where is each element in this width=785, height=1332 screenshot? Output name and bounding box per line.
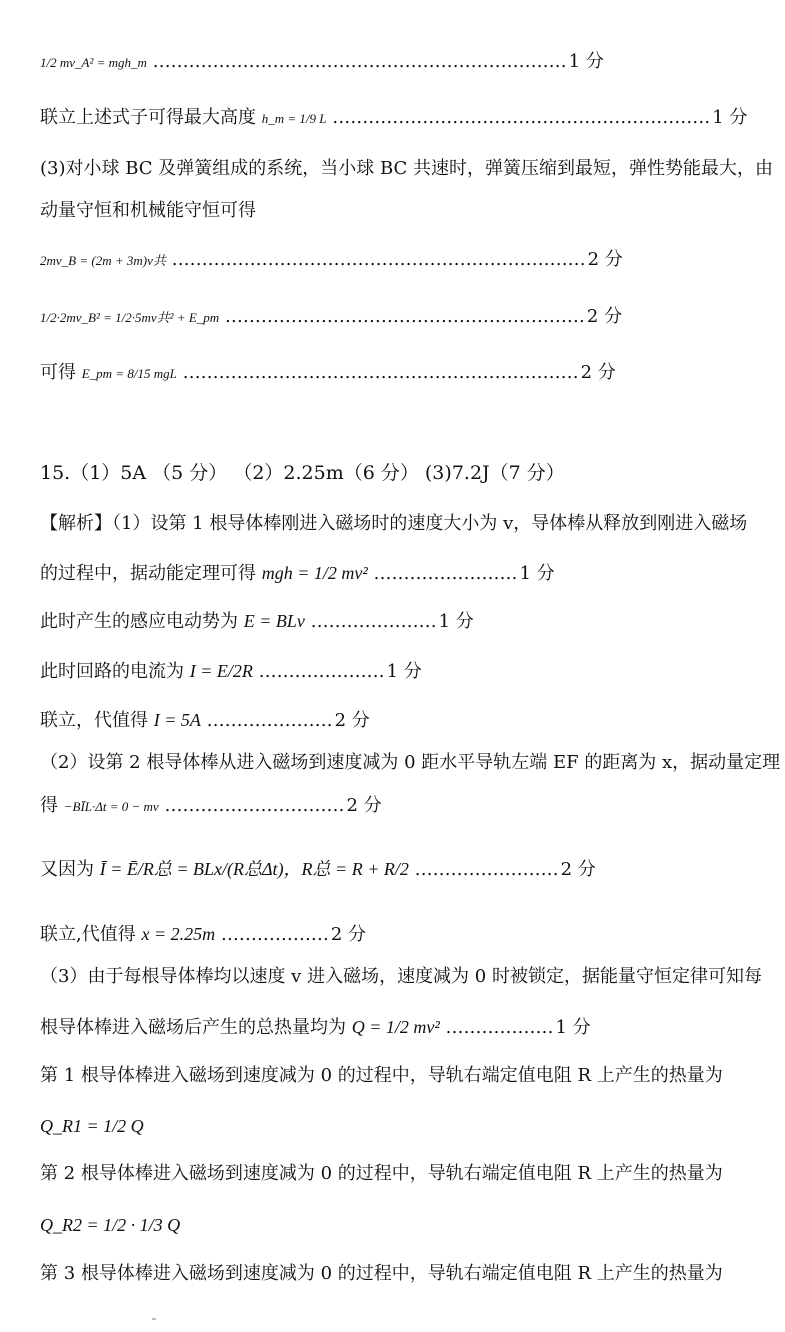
text: 动量守恒和机械能守恒可得 [40,200,256,221]
equation: Q = 1/2 mv² [351,1017,440,1037]
text: 此时产生的感应电动势为 [40,611,238,632]
equation: Ī = Ē/R总 = BLx/(R总Δt)，R总 = R + R/2 [99,859,409,879]
text-line-19 [40,1015,785,1040]
text-line-13 [40,708,785,733]
text-line-18 [40,965,785,989]
equation: Q_R1 = 1/2 Q [40,1116,144,1136]
equation: h_m = 1/9 L [261,111,327,126]
text-line-3 [40,157,785,181]
dot-leader: …………………… [373,563,518,584]
text-line-12 [40,659,785,684]
scan-speck [152,1318,156,1320]
eq-line-7 [40,361,785,386]
eq-line-21 [40,1114,785,1139]
text: （3）由于每根导体棒均以速度 v 进入磁场，速度减为 0 时被锁定，据能量守恒定律可知每 [40,966,762,987]
equation: I = E/2R [189,661,253,681]
text: 15.（1）5A （5 分） （2）2.25m（6 分） (3)7.2J（7 分） [40,462,565,484]
dot-leader: …………………………………………………………… [171,249,586,270]
score: 2 分 [587,249,623,270]
score: 1 分 [519,563,555,584]
text: 此时回路的电流为 [40,661,184,682]
text: (3)对小球 BC 及弹簧组成的系统，当小球 BC 共速时，弹簧压缩到最短，弹性势能最大，由 [40,158,774,179]
equation: Q_R2 = 1/2 · 1/3 Q [40,1215,181,1235]
analysis-intro [40,512,785,536]
text: 可得 [40,362,76,383]
text-line-10 [40,561,785,586]
text: 得 [40,795,58,816]
text: 第 2 根导体棒进入磁场到速度减为 0 的过程中，导轨右端定值电阻 R 上产生的热量为 [40,1163,723,1184]
text: 根导体棒进入磁场后产生的总热量均为 [40,1017,346,1038]
score: 2 分 [346,795,382,816]
text-line-16 [40,857,785,882]
eq-line-23 [40,1213,785,1238]
score: 2 分 [580,362,616,383]
text-line-15 [40,794,785,819]
equation: mgh = 1/2 mv² [261,563,368,583]
text-line-4 [40,199,785,223]
equation: 1/2·2mv_B² = 1/2·5mv共² + E_pm [40,310,220,325]
equation: E = BLv [243,611,305,631]
score: 2 分 [560,859,596,880]
eq-line-5 [40,248,785,273]
score: 1 分 [555,1017,591,1038]
equation: 2mv_B = (2m + 3m)v共 [40,253,166,268]
score: 1 分 [386,661,422,682]
text: 联立，代值得 [40,710,148,731]
equation: x = 2.25m [141,924,216,944]
text-line-17 [40,922,785,947]
text-line-14 [40,751,785,775]
score: 1 分 [712,107,748,128]
dot-leader: ………………………… [164,795,345,816]
text: （2）设第 2 根导体棒从进入磁场到速度减为 0 距水平导轨左端 EF 的距离为 x，据动量定理 [40,752,781,773]
equation: −BĪL·Δt = 0 − mv [63,799,159,814]
equation: 1/2 mv_A² = mgh_m [40,55,147,70]
text-line-22 [40,1162,785,1186]
text-line-20 [40,1064,785,1088]
dot-leader: …………………… [414,859,559,880]
dot-leader: ………………… [258,661,385,682]
eq-line-1 [40,50,785,75]
dot-leader: ……………………………………………………… [332,107,711,128]
score: 2 分 [330,924,367,945]
text: 第 1 根导体棒进入磁场到速度减为 0 的过程中，导轨右端定值电阻 R 上产生的热量为 [40,1065,723,1086]
score: 1 分 [438,611,474,632]
text: 【解析】（1）设第 1 根导体棒刚进入磁场时的速度大小为 v，导体棒从释放到刚进入磁场 [40,513,748,534]
text-line-11 [40,609,785,634]
text: 联立上述式子可得最大高度 [40,107,256,128]
equation: I = 5A [153,710,201,730]
dot-leader: …………………………………………………… [224,306,585,327]
score: 1 分 [568,51,604,72]
dot-leader: ……………… [220,924,329,945]
dot-leader: ……………… [445,1017,554,1038]
question-15-answers [40,461,785,485]
score: 2 分 [586,306,623,327]
text-line-24 [40,1262,785,1286]
text: 第 3 根导体棒进入磁场到速度减为 0 的过程中，导轨右端定值电阻 R 上产生的热量为 [40,1263,723,1284]
text: 的过程中，据动能定理可得 [40,563,256,584]
text-line-2 [40,106,785,131]
dot-leader: ………………… [206,710,333,731]
dot-leader: ………………………………………………………… [182,362,579,383]
dot-leader: ………………… [310,611,437,632]
dot-leader: …………………………………………………………… [152,51,567,72]
eq-line-6 [40,305,785,330]
text: 联立,代值得 [40,924,136,945]
score: 2 分 [334,710,370,731]
equation: E_pm = 8/15 mgL [81,366,177,381]
text: 又因为 [40,859,94,880]
